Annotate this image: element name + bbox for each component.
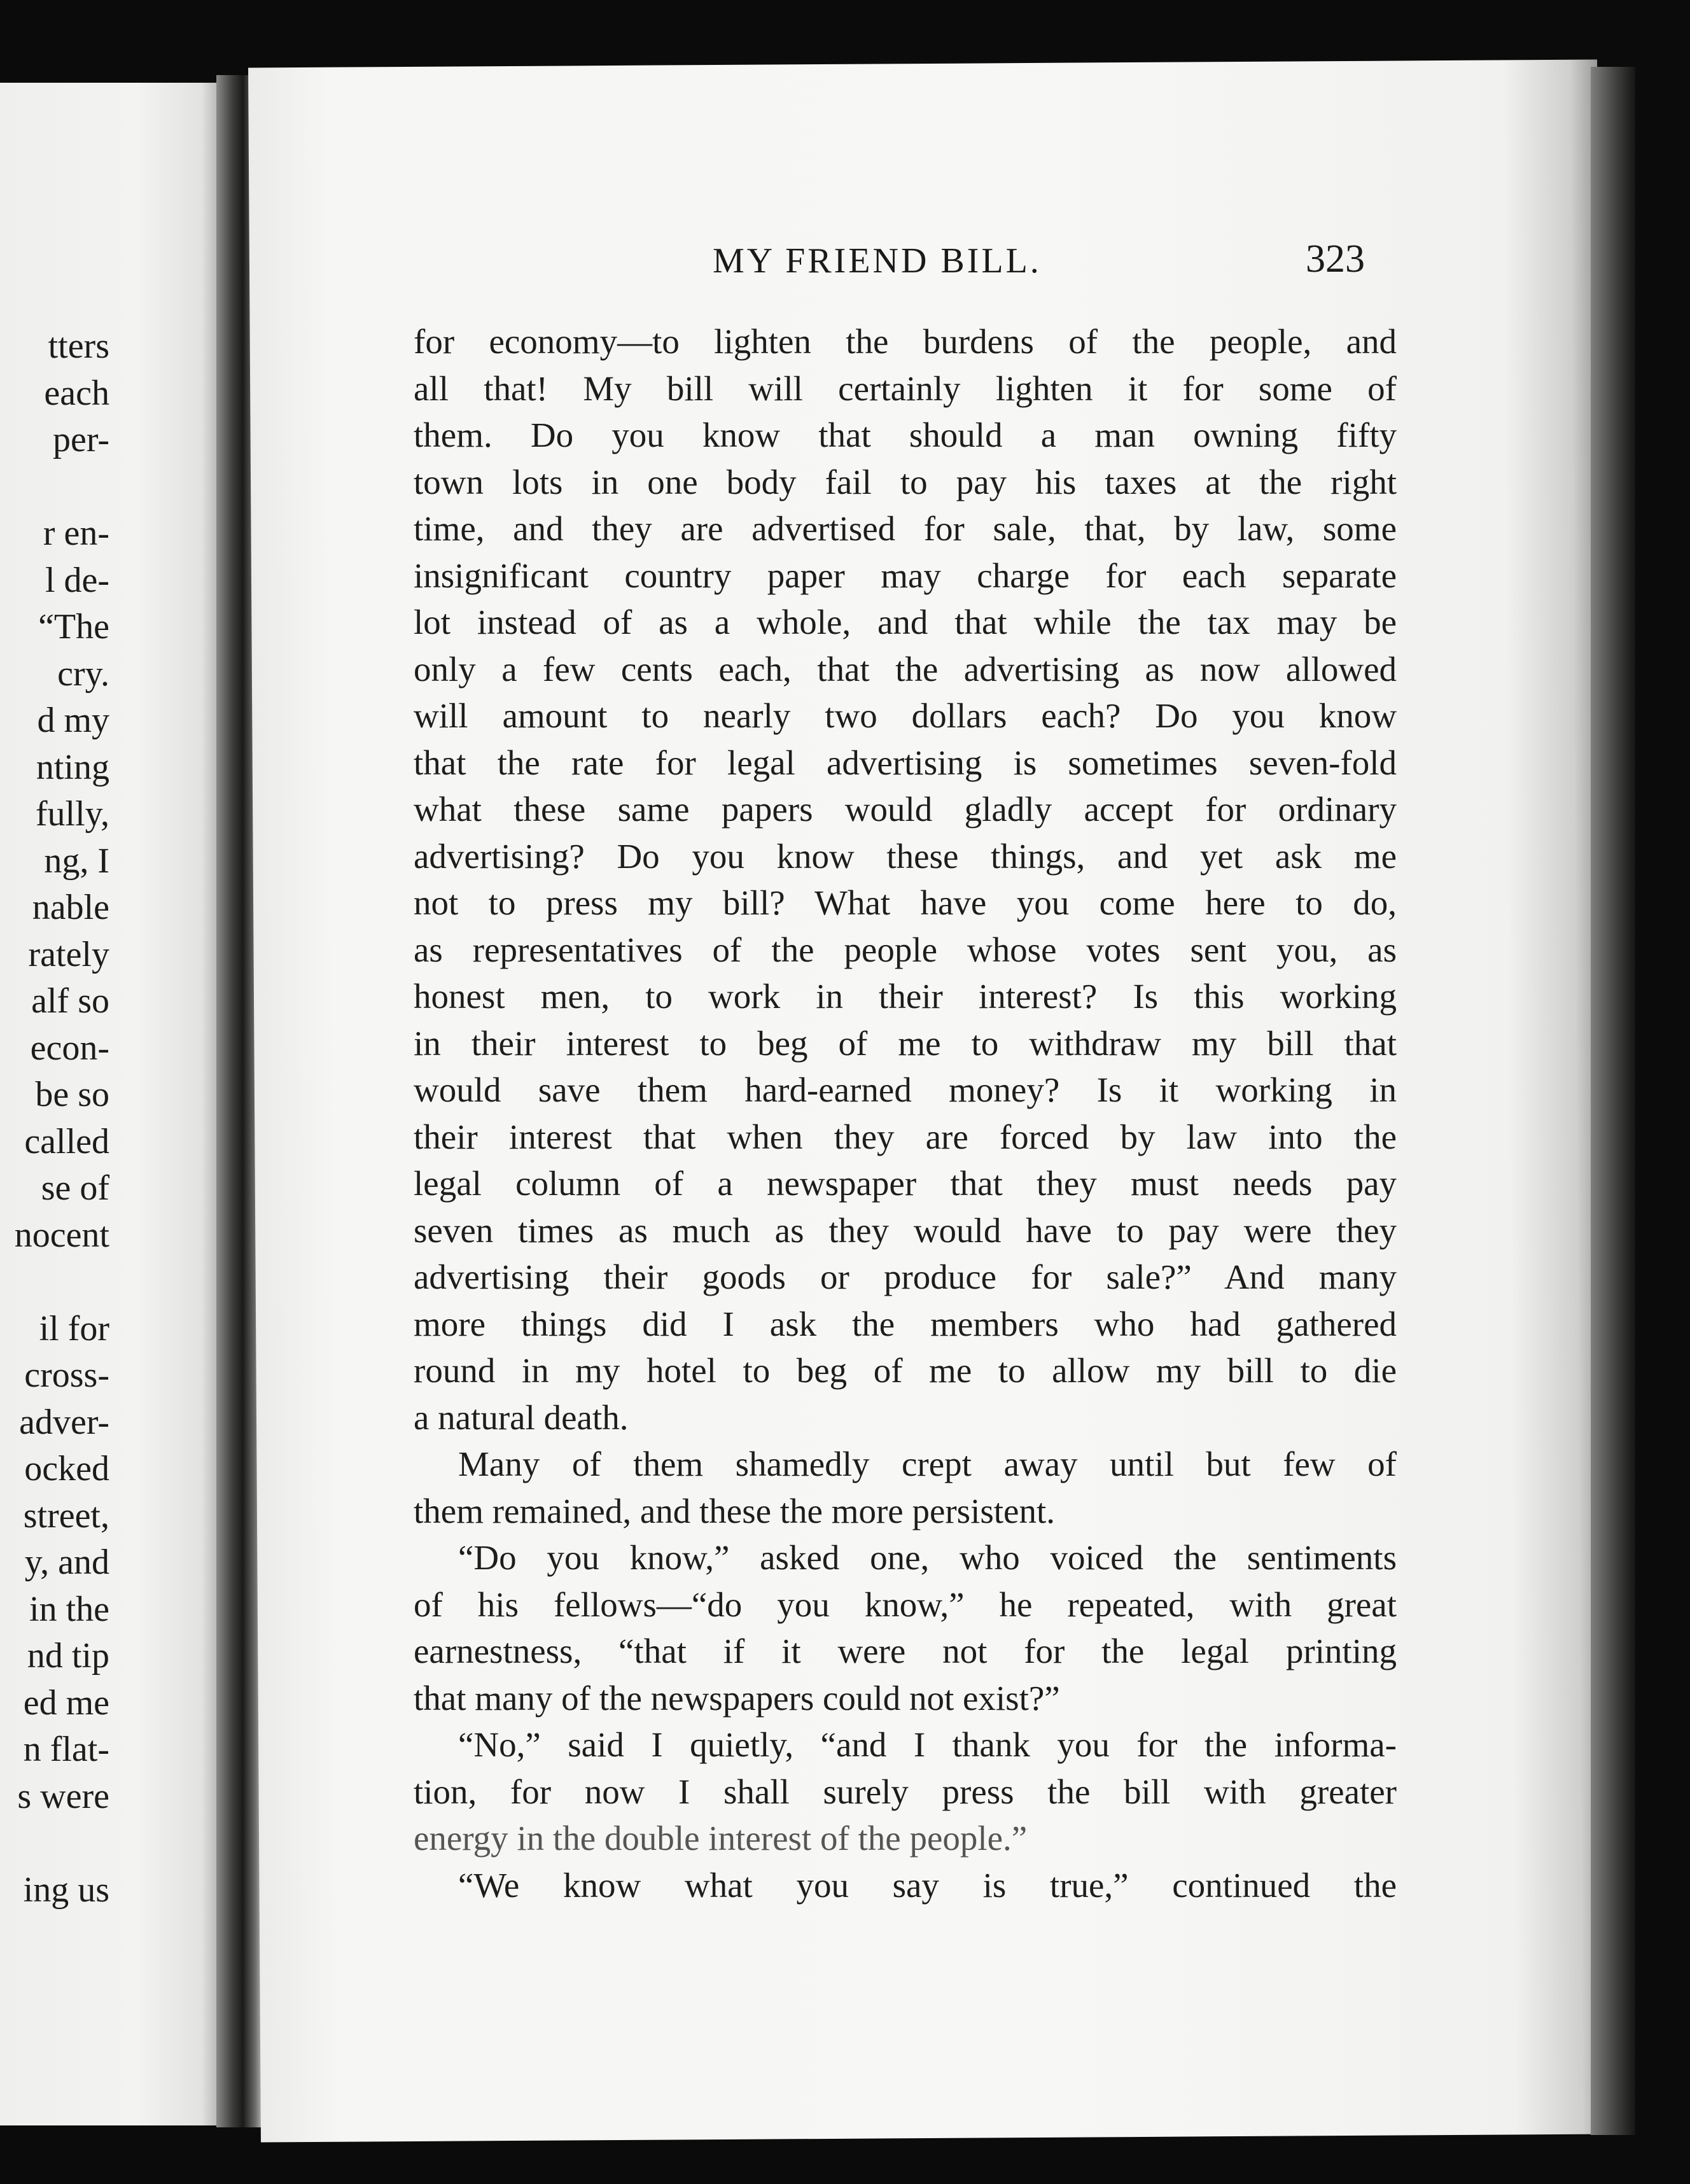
- text-line: their interest that when they are forced by law into the: [414, 1117, 1397, 1156]
- text-line: what these same papers would gladly accept for ordinary: [414, 790, 1397, 829]
- previous-page-line: y, and: [24, 1543, 109, 1582]
- text-line: energy in the double interest of the people.”: [414, 1819, 1028, 1858]
- text-line: legal column of a newspaper that they must needs pay: [414, 1164, 1397, 1203]
- previous-page-line: r en-: [43, 514, 109, 553]
- text-line: lot instead of as a whole, and that while the tax may be: [414, 603, 1397, 641]
- previous-page-line: d my: [37, 701, 109, 740]
- previous-page-line: cross-: [24, 1355, 109, 1395]
- text-line: them remained, and these the more persistent.: [414, 1491, 1055, 1530]
- previous-page-line: ed me: [23, 1683, 109, 1723]
- text-line: them. Do you know that should a man owning fifty: [414, 416, 1397, 454]
- text-line: that many of the newspapers could not exist?”: [414, 1678, 1060, 1718]
- previous-page-line: [0, 464, 109, 511]
- text-line: advertising? Do you know these things, and yet ask me: [414, 836, 1397, 876]
- previous-page-line: alf so: [31, 981, 109, 1021]
- previous-page-line: econ-: [30, 1028, 109, 1068]
- text-line: as representatives of the people whose votes sent you, as: [414, 930, 1397, 969]
- text-line: in their interest to beg of me to withdraw my bill that: [414, 1023, 1397, 1063]
- previous-page-line: per-: [52, 420, 109, 459]
- previous-page-line: se of: [41, 1168, 109, 1208]
- previous-page-line: nocent: [14, 1215, 109, 1255]
- previous-page-line: “The: [38, 607, 109, 647]
- text-line: for economy—to lighten the burdens of the people, and: [414, 322, 1397, 361]
- previous-page-line: rately: [28, 934, 109, 974]
- text-line: more things did I ask the members who had gathered: [414, 1304, 1397, 1343]
- text-line: would save them hard-earned money? Is it working in: [414, 1070, 1397, 1109]
- text-line: that the rate for legal advertising is sometimes seven-fold: [414, 743, 1397, 782]
- previous-page-line: il for: [39, 1308, 109, 1348]
- previous-page-line: nable: [32, 888, 109, 927]
- previous-page-line: [0, 1820, 109, 1867]
- text-line: insignificant country paper may charge for each separate: [414, 556, 1397, 595]
- text-line: not to press my bill? What have you come here to do,: [414, 883, 1397, 922]
- text-line: advertising their goods or produce for sale?” And many: [414, 1257, 1397, 1296]
- text-line: town lots in one body fail to pay his taxes at the right: [414, 462, 1397, 501]
- previous-page-line: s were: [17, 1776, 109, 1816]
- text-line: will amount to nearly two dollars each? Do you know: [414, 696, 1397, 735]
- previous-page-line: ng, I: [44, 841, 109, 881]
- previous-page-line: street,: [23, 1495, 109, 1536]
- text-line: time, and they are advertised for sale, that, by law, some: [414, 509, 1397, 548]
- text-line: “No,” said I quietly, “and I thank you for the informa-: [458, 1725, 1397, 1764]
- previous-page-line: nting: [36, 747, 109, 787]
- previous-page-line: tters: [48, 326, 109, 366]
- body-text: [414, 318, 1397, 1908]
- running-head: MY FRIEND BILL.: [713, 241, 1042, 281]
- previous-page-edge: [0, 83, 229, 2125]
- previous-page-line: adver-: [19, 1402, 109, 1442]
- previous-page-line: [0, 1259, 109, 1306]
- previous-page-line: fully,: [35, 794, 109, 834]
- previous-page-line: l de-: [45, 560, 109, 600]
- text-line: “Do you know,” asked one, who voiced the sentiments: [458, 1538, 1397, 1577]
- page-shadow-edge: [1591, 67, 1635, 2135]
- text-line: “We know what you say is true,” continued the: [458, 1865, 1397, 1905]
- previous-page-line: called: [24, 1121, 109, 1161]
- text-line: Many of them shamedly crept away until but few of: [458, 1445, 1397, 1483]
- previous-page-line: each: [44, 373, 109, 413]
- previous-page-text: [0, 323, 109, 1914]
- previous-page-line: in the: [29, 1589, 109, 1629]
- previous-page-line: nd tip: [27, 1636, 109, 1676]
- text-line: all that! My bill will certainly lighten it for some of: [414, 368, 1397, 408]
- page-number: 323: [1306, 237, 1365, 281]
- text-line: only a few cents each, that the advertising as now allowed: [414, 649, 1397, 689]
- text-line: round in my hotel to beg of me to allow my bill to die: [414, 1351, 1397, 1390]
- text-line: seven times as much as they would have to pay were they: [414, 1210, 1397, 1250]
- previous-page-line: be so: [35, 1075, 109, 1114]
- previous-page-line: n flat-: [23, 1730, 109, 1769]
- previous-page-line: ocked: [24, 1449, 109, 1488]
- text-line: a natural death.: [414, 1397, 629, 1437]
- text-line: tion, for now I shall surely press the bill with greater: [414, 1772, 1397, 1811]
- text-line: honest men, to work in their interest? Is this working: [414, 977, 1397, 1016]
- previous-page-line: cry.: [57, 654, 109, 694]
- text-line: earnestness, “that if it were not for the legal printing: [414, 1632, 1397, 1670]
- previous-page-line: ing us: [23, 1870, 109, 1910]
- text-line: of his fellows—“do you know,” he repeated, with great: [414, 1585, 1397, 1624]
